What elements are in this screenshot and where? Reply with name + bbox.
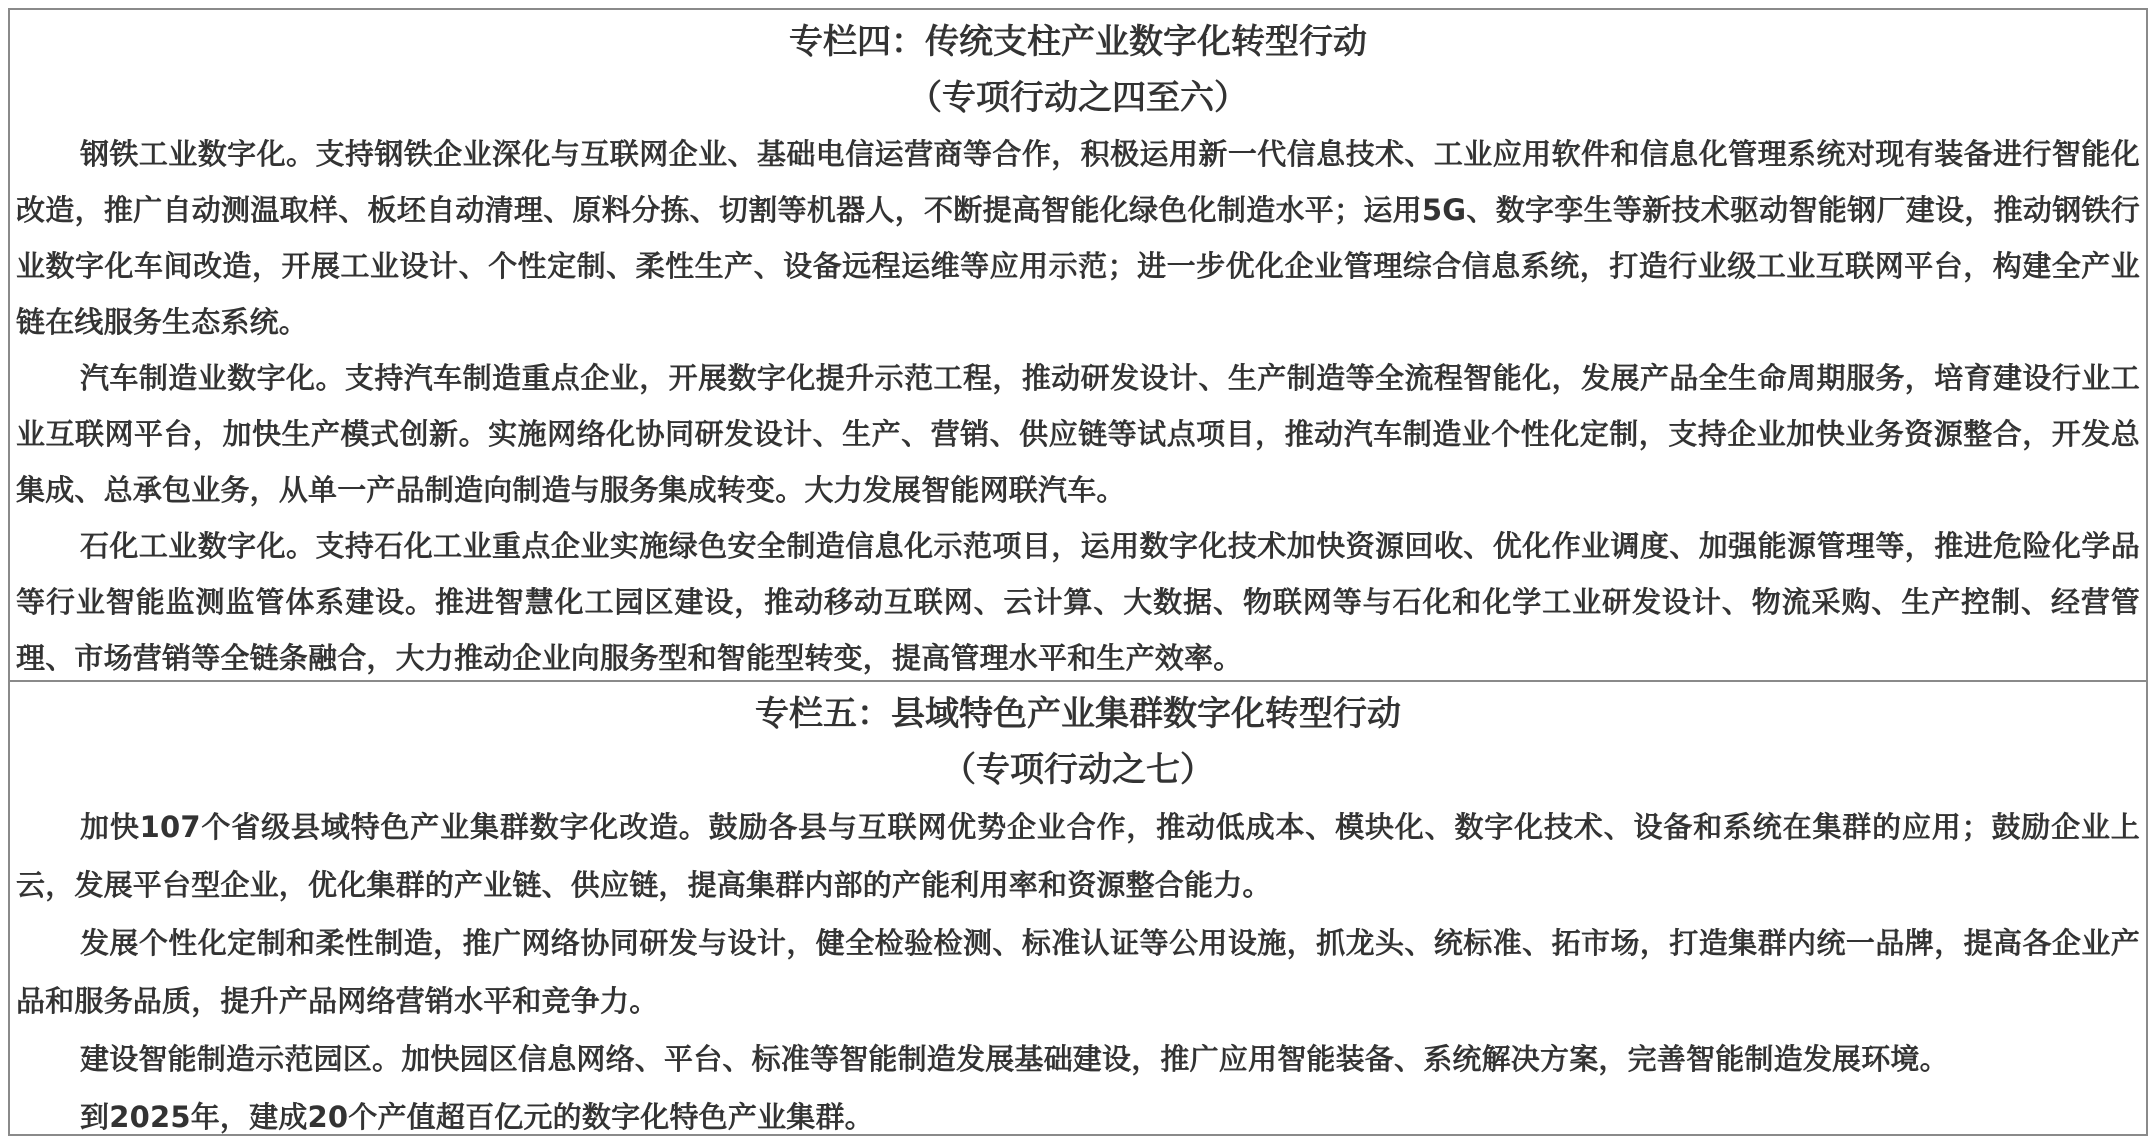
column-box-four — [8, 8, 2148, 682]
column-four-title: 专栏四：传统支柱产业数字化转型行动 — [789, 22, 1367, 62]
cluster-transformation-paragraph: 加快107个省级县域特色产业集群数字化改造。鼓励各县与互联网优势企业合作，推动低成本、模块化、数字化技术、设备和系统在集群的应用；鼓励企业上云，发展平台型企业，优化集群的产业链、供应链，提高集群内部的产能利用率和资源整合能力。 — [16, 810, 2140, 902]
petrochem-digitalization-paragraph: 石化工业数字化。支持石化工业重点企业实施绿色安全制造信息化示范项目，运用数字化技术加快资源回收、优化作业调度、加强能源管理等，推进危险化学品等行业智能监测监管体系建设。推进智慧化工园区建设，推动移动互联网、云计算、大数据、物联网等与石化和化学工业研发设计、物流采购、生产控制、经营管理、市场营销等全链条融合，大力推动企业向服务型和智能型转变，提高管理水平和生产效率。 — [16, 529, 2140, 675]
auto-digitalization-paragraph: 汽车制造业数字化。支持汽车制造重点企业，开展数字化提升示范工程，推动研发设计、生产制造等全流程智能化，发展产品全生命周期服务，培育建设行业工业互联网平台，加快生产模式创新。实施网络化协同研发设计、生产、营销、供应链等试点项目，推动汽车制造业个性化定制，支持企业加快业务资源整合，开发总集成、总承包业务，从单一产品制造向制造与服务集成转变。大力发展智能网联汽车。 — [16, 361, 2140, 507]
column-five-title: 专栏五：县域特色产业集群数字化转型行动 — [755, 694, 1401, 734]
target-2025-paragraph: 到2025年，建成20个产值超百亿元的数字化特色产业集群。 — [80, 1100, 874, 1134]
column-five-subtitle: （专项行动之七） — [942, 750, 1214, 790]
custom-manufacturing-paragraph: 发展个性化定制和柔性制造，推广网络协同研发与设计，健全检验检测、标准认证等公用设施，抓龙头、统标准、拓市场，打造集群内统一品牌，提高各企业产品和服务品质，提升产品网络营销水平和竞争力。 — [16, 926, 2140, 1018]
steel-digitalization-paragraph: 钢铁工业数字化。支持钢铁企业深化与互联网企业、基础电信运营商等合作，积极运用新一代信息技术、工业应用软件和信息化管理系统对现有装备进行智能化改造，推广自动测温取样、板坯自动清理、原料分拣、切割等机器人，不断提高智能化绿色化制造水平；运用5G、数字孪生等新技术驱动智能钢厂建设，推动钢铁行业数字化车间改造，开展工业设计、个性定制、柔性生产、设备远程运维等应用示范；进一步优化企业管理综合信息系统，打造行业级工业互联网平台，构建全产业链在线服务生态系统。 — [16, 137, 2140, 339]
smart-park-paragraph: 建设智能制造示范园区。加快园区信息网络、平台、标准等智能制造发展基础建设，推广应用智能装备、系统解决方案，完善智能制造发展环境。 — [80, 1042, 1949, 1076]
column-box-five — [8, 682, 2148, 1136]
column-four-subtitle: （专项行动之四至六） — [908, 78, 1248, 118]
